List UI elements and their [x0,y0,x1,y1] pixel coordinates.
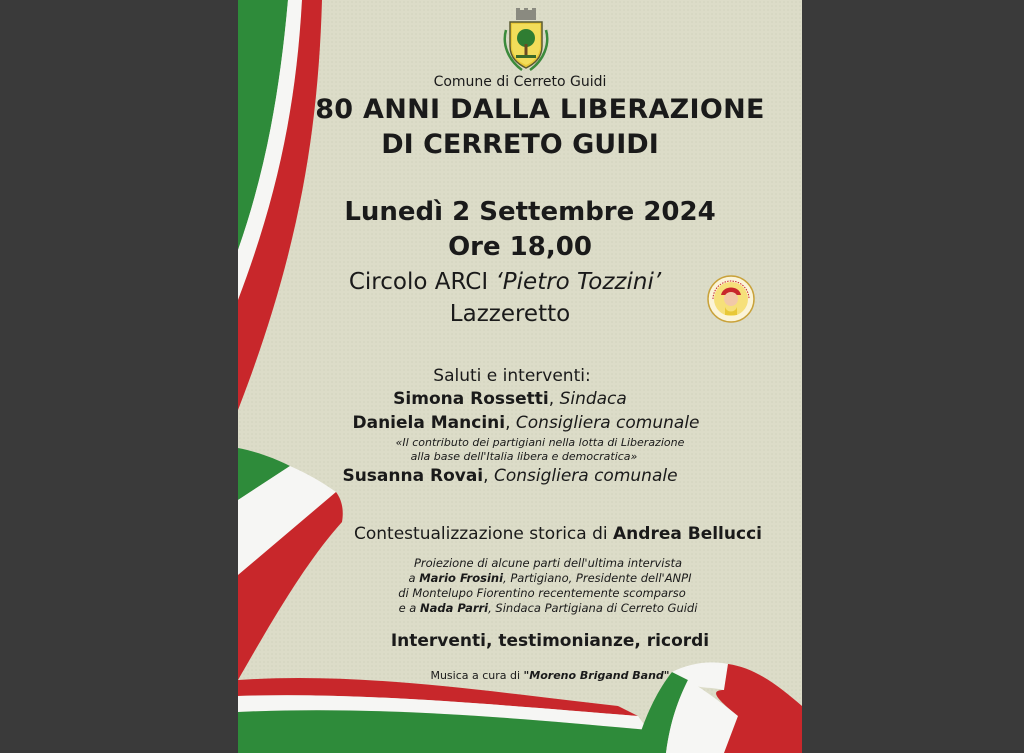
talk-title-line-2: alla base dell'Italia libera e democratica» [410,450,638,463]
arci-circle-logo-icon [707,275,755,323]
speaker-2-name: Daniela Mancini [352,413,506,433]
speaker-1-name: Simona Rossetti [393,389,549,409]
speakers-intro: Saluti e interventi: [433,366,591,386]
context-name: Andrea Bellucci [613,524,762,544]
projection-line-4 [266,601,802,615]
projection-line-2 [268,571,802,585]
music-band: "Moreno Brigand Band" [523,669,670,682]
title-line-1: 80 ANNI DALLA LIBERAZIONE [315,94,765,125]
context-prefix: Contestualizzazione storica di [354,524,614,544]
projection-line-2-suffix: , Partigiano, Presidente dell'ANPI [503,571,692,585]
venue-name: ‘Pietro Tozzini’ [495,269,662,295]
event-place: Lazzeretto [449,301,571,327]
projection-line-2-prefix: a [408,571,420,585]
coat-of-arms-icon [502,8,550,72]
speaker-1-role: Sindaca [559,389,627,409]
projection-line-4-prefix: e a [398,601,420,615]
title-line-2: DI CERRETO GUIDI [381,129,659,160]
talk-title-line-1: «Il contributo dei partigiani nella lotta di Liberazione [395,436,685,449]
projection-line-4-name: Nada Parri [420,601,489,615]
interventions-heading: Interventi, testimonianze, ricordi [390,631,710,651]
venue-prefix: Circolo ARCI [348,269,496,295]
event-time: Ore 18,00 [448,232,592,262]
projection-line-2-name: Mario Frosini [419,571,504,585]
event-poster [238,0,802,753]
historical-context [276,524,802,544]
speaker-2 [244,413,802,433]
comune-label: Comune di Cerreto Guidi [433,74,607,90]
speaker-3-role: Consigliera comunale [493,466,678,486]
event-venue [238,269,787,295]
speaker-2-role: Consigliera comunale [515,413,700,433]
speaker-2-sep: , [505,413,516,433]
speaker-1 [238,389,792,409]
music-prefix: Musica a cura di [430,669,524,682]
music-credit [268,669,802,682]
speaker-3-name: Susanna Rovai [342,466,484,486]
event-date: Lunedì 2 Settembre 2024 [344,197,716,227]
projection-line-4-suffix: , Sindaca Partigiana di Cerreto Guidi [488,601,698,615]
speaker-1-sep: , [548,389,560,409]
projection-line-1: Proiezione di alcune parti dell'ultima intervista [413,556,683,570]
projection-line-3: di Montelupo Fiorentino recentemente scomparso [398,586,686,600]
speaker-3-sep: , [483,466,494,486]
speaker-3 [238,466,792,486]
